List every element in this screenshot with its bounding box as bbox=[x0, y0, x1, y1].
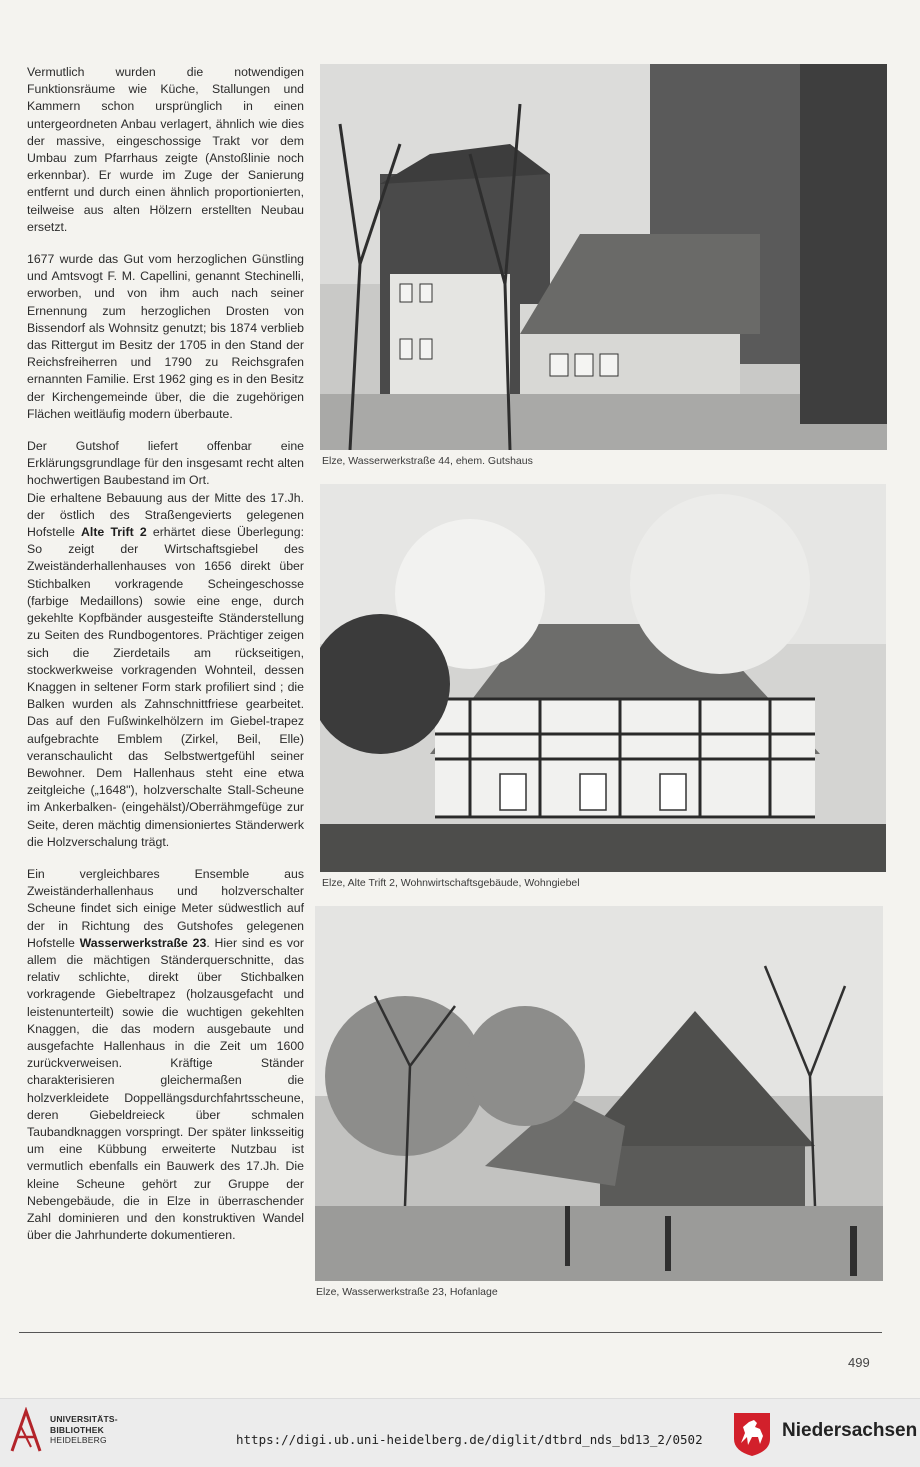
photo-alte-trift bbox=[320, 484, 886, 872]
viewer-footer bbox=[0, 1398, 920, 1467]
caption-2: Elze, Alte Trift 2, Wohnwirtschaftsgebäude, Wohngiebel bbox=[322, 877, 580, 889]
university-seal-icon bbox=[8, 1407, 44, 1455]
niedersachsen-horse-icon bbox=[732, 1411, 772, 1457]
photo-hofanlage bbox=[315, 906, 883, 1281]
paragraph-4: Die erhaltene Bebauung aus der Mitte des 17.Jh. der östlich des Straßengevierts gelegenen Hofstelle Alte Trift 2 erhärtet diese Überlegung: So zeigt der Wirtschaftsgiebel des Zweiständerhallenhauses von 1656 direkt über Stichbalken vorkragende Scheingeschosse (farbige Medaillons) sowie eine enge, durch gekehlte Kopfbänder ausgesteifte Ständerstellung zu Seiten des Rundbogentores. Prächtiger zeigen sich die Zierdetails am rückseitigen, stockwerkweise vorkragenden Wohnteil, dessen Knaggen in seltener Form stark profiliert sind ; die Balken wurden als Zahnschnittfriese gearbeitet. Das auf den Fußwinkelhölzern im Giebel-trapez aufgebrachte Emblem (Zirkel, Beil, Elle) veranschaulicht das Selbstwertgefühl seiner Bewohner. Dem Hallenhaus steht eine etwa zeitgleiche („1648"), holzverschalte Stall-Scheune im Ankerbalken- (eingehälst)/Oberrähmgefüge zur Seite, deren mächtig dimensioniertes Ständerwerk die Holzverschalung trägt. bbox=[27, 490, 304, 849]
paragraph-1: Vermutlich wurden die notwendigen Funktionsräume wie Küche, Stallungen und Kammern schon ursprünglich in einen untergeordneten Anbau verlagert, ähnlich wie dies der massive, eingeschossige Trakt vor dem Umbau zum Pfarrhaus zeigte (Anstoßlinie noch erkennbar). Er wurde im Zuge der Sanierung entfernt und durch einen ähnlich proportionierten, teilweise aus alten Hölzern erstellten Neubau ersetzt. bbox=[27, 65, 304, 234]
place-alte-trift-2: Alte Trift 2 bbox=[81, 525, 147, 540]
university-library-name[interactable]: UNIVERSITÄTS- BIBLIOTHEK HEIDELBERG bbox=[50, 1414, 118, 1445]
page-number: 499 bbox=[848, 1355, 870, 1370]
state-name[interactable]: Niedersachsen bbox=[782, 1420, 918, 1441]
source-url[interactable]: https://digi.ub.uni-heidelberg.de/diglit/dtbrd_nds_bd13_2/0502 bbox=[236, 1432, 703, 1447]
photo-gutshaus bbox=[320, 64, 887, 450]
footer-rule bbox=[19, 1332, 882, 1333]
paragraph-3: Der Gutshof liefert offenbar eine Erklärungsgrundlage für den insgesamt recht alten hochwertigen Baubestand im Ort. bbox=[27, 439, 304, 488]
place-wasserwerkstrasse-23: Wasserwerkstraße 23 bbox=[79, 935, 207, 950]
paragraph-5: Ein vergleichbares Ensemble aus Zweiständerhallenhaus und holzverschalter Scheune findet sich einige Meter südwestlich auf der in Richtung des Gutshofes gelegenen Hofstelle Wasserwerkstraße 23. Hier sind es vor allem die mächtigen Ständerquerschnitte, das relativ schlichte, direkt über Stichbalken vorkragende Giebeltrapez (holzausgefacht und leistenunterteilt) sowie die wuchtigen gekehlten Knaggen, die das modern ausgebaute und ausgefachte Hallenhaus in die Zeit um 1600 zurückverweisen. Kräftige Ständer charakterisieren gleichermaßen die holzverkleidete Doppellängsdurchfahrtsscheune, deren Giebeldreieck über schmalen Taubandknaggen vorspringt. Der später linksseitig um eine Kübbung erweiterte Nutzbau ist vermutlich ebenfalls ein Bauwerk des 17.Jh. Die kleine Scheune gehört zur Gruppe der Nebengebäude, die in Elze in überraschender Zahl dominieren und den konstruktiven Wandel über die Jahrhunderte dokumentieren. bbox=[27, 866, 304, 1243]
paragraph-2: 1677 wurde das Gut vom herzoglichen Günstling und Amtsvogt F. M. Capellini, genannt Stechinelli, erworben, und von ihm auch nach seiner Ernennung zum herzoglichen Drosten von Bissendorf als Wohnsitz genutzt; bis 1874 verblieb das Rittergut im Besitz der 1705 in den Stand der Reichsfreiherren und 1790 zu Reichsgrafen ernannten Familie. Erst 1962 ging es in den Besitz der Kirchengemeinde über, die die zugehörigen Flächen weitläufig modern überbaute. bbox=[27, 252, 304, 421]
caption-1: Elze, Wasserwerkstraße 44, ehem. Gutshaus bbox=[322, 455, 533, 467]
caption-3: Elze, Wasserwerkstraße 23, Hofanlage bbox=[316, 1286, 498, 1298]
article-text bbox=[27, 64, 304, 1259]
